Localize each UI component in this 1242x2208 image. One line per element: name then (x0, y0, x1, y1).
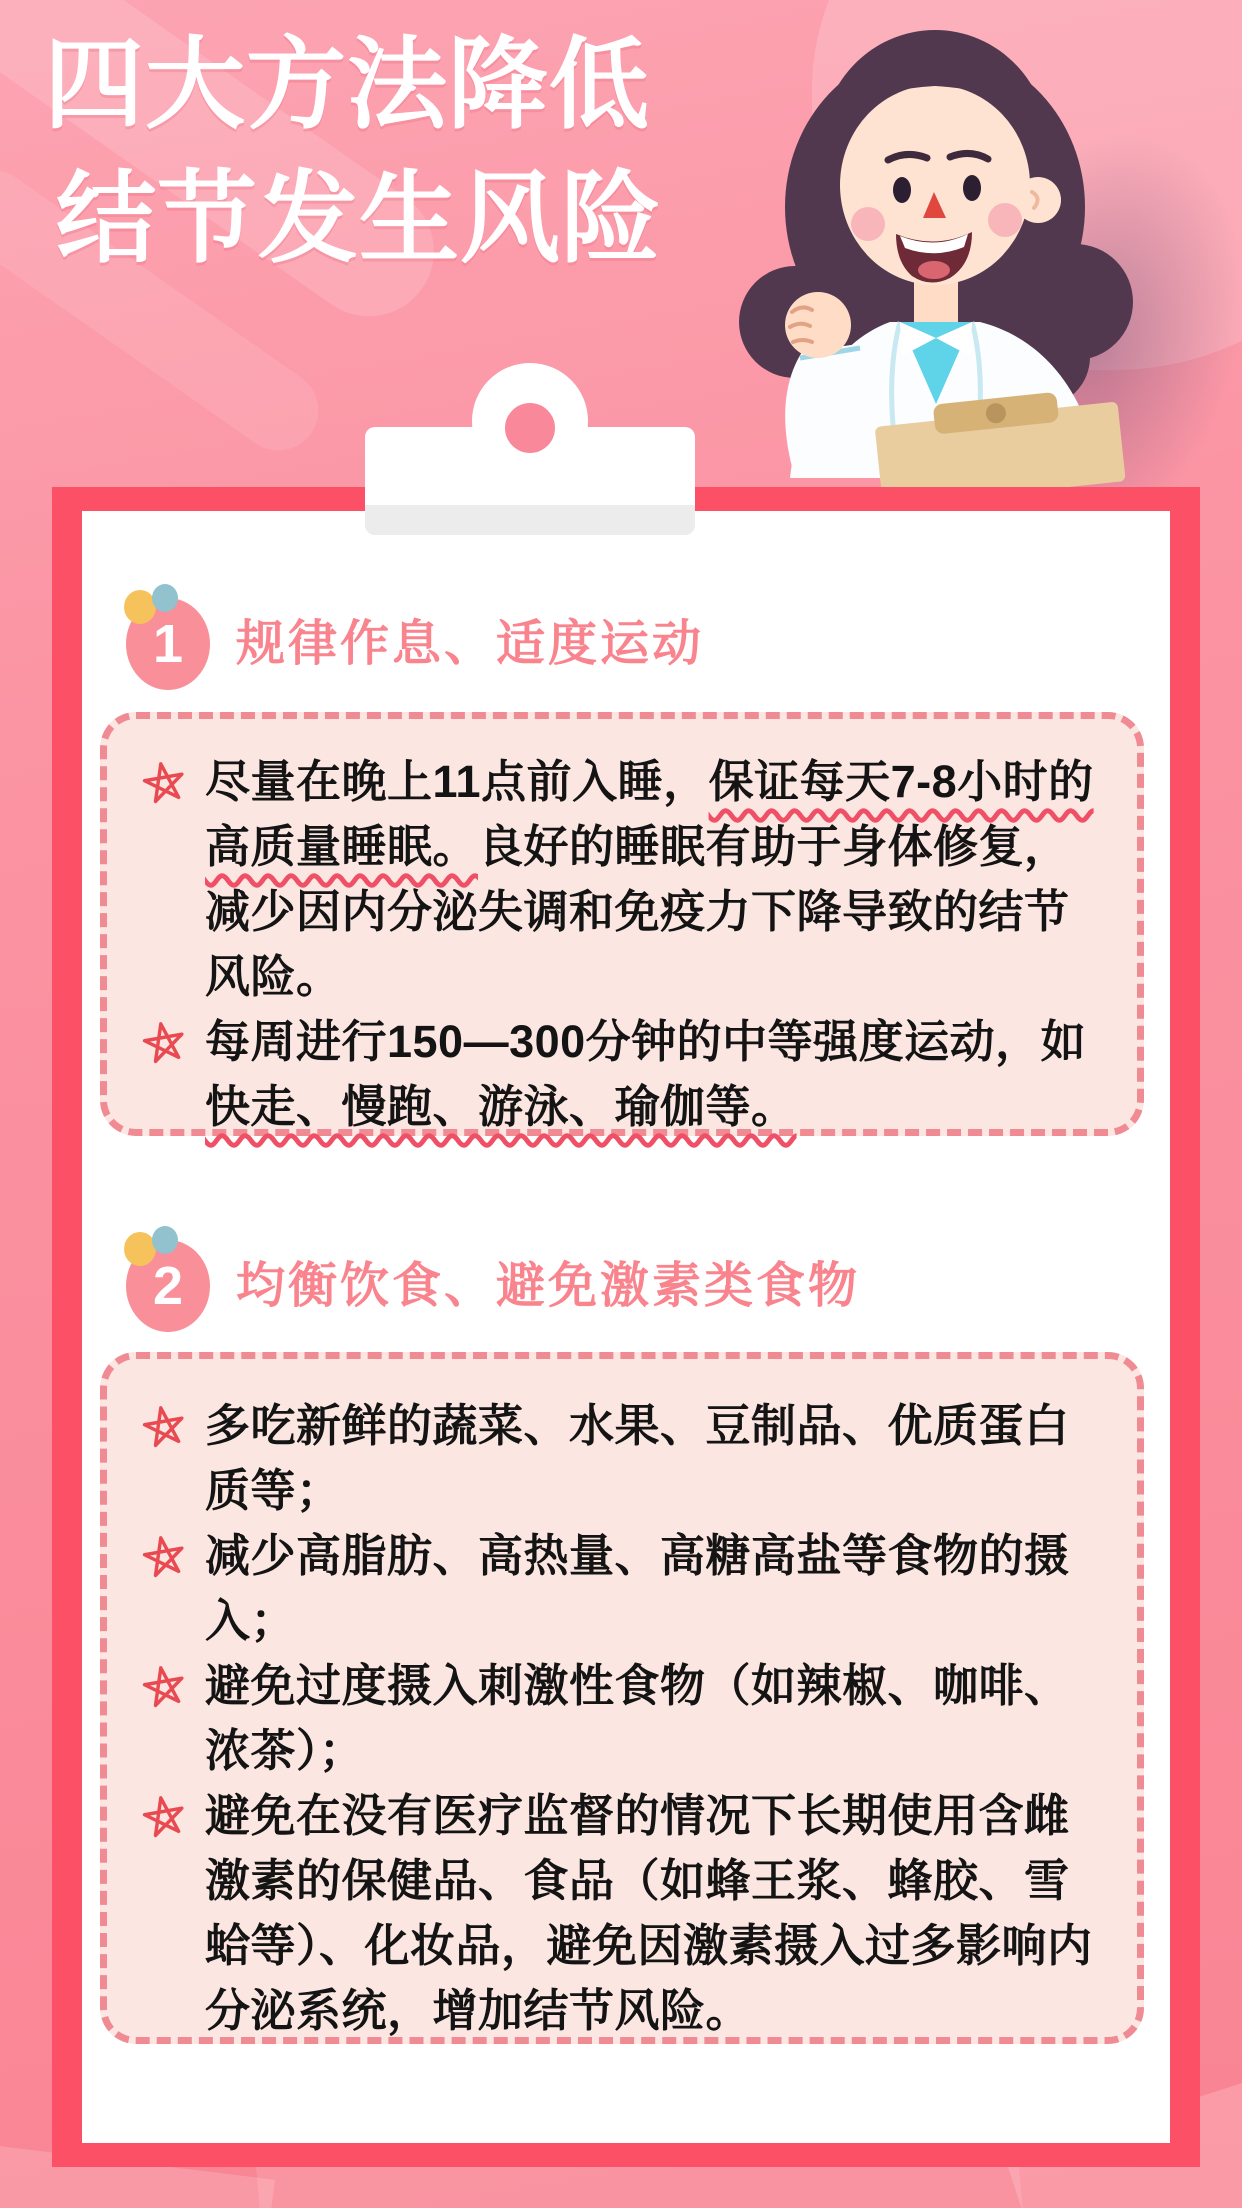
bullet-item (141, 1523, 1103, 1653)
star-bullet-icon (141, 1019, 187, 1065)
bullet-text (205, 1783, 1103, 2043)
title-line-2: 结节发生风险 (56, 163, 662, 275)
section-1-title: 规律作息、适度运动 (236, 617, 705, 671)
plain-text: 多吃新鲜的蔬菜、水果、豆制品、优质蛋白质等； (205, 1400, 1070, 1516)
bullet-text (205, 1523, 1103, 1653)
star-bullet-icon (141, 1403, 187, 1449)
star-bullet-icon (141, 1533, 187, 1579)
section-number: 1 (152, 614, 184, 674)
plain-text: 避免在没有医疗监督的情况下长期使用含雌激素的保健品、食品（如蜂王浆、蜂胶、雪蛤等）、化妆品，避免因激素摄入过多影响内分泌系统，增加结节风险。 (205, 1790, 1093, 2036)
section-number: 2 (152, 1256, 184, 1316)
bullet-item (141, 1653, 1103, 1783)
star-bullet-icon (141, 1793, 187, 1839)
section-1-header (118, 590, 704, 690)
plain-text: 每周进行150—300分钟的中等强度运动，如 (205, 1016, 1087, 1067)
teal-dot-icon (152, 584, 178, 612)
bullet-item (141, 1009, 1103, 1139)
clipboard-clip (365, 363, 695, 535)
section-1-badge (118, 590, 214, 690)
clip-hole (505, 403, 555, 453)
bullet-text (205, 1653, 1103, 1783)
clip-shadow (365, 505, 695, 535)
star-bullet-icon (141, 759, 187, 805)
bullet-text (205, 1393, 1103, 1523)
plain-text: 避免过度摄入刺激性食物（如辣椒、咖啡、浓茶）； (205, 1660, 1070, 1776)
teal-dot-icon (152, 1226, 178, 1254)
plain-text: 良好的睡眠有助于身体修复，减少因内分泌失调和免疫力下降导致的结节风险。 (205, 821, 1070, 1002)
title-line-1: 四大方法降低 (44, 29, 650, 141)
bullet-item (141, 749, 1103, 1009)
bullet-text (205, 749, 1103, 1009)
doctor-illustration (620, 12, 1230, 490)
section-1-content-box (100, 712, 1144, 1136)
section-2-badge (118, 1232, 214, 1332)
poster-title (44, 18, 662, 286)
section-2-title: 均衡饮食、避免激素类食物 (236, 1259, 861, 1313)
wavy-underlined-text: 快走、慢跑、游泳、瑜伽等。 (205, 1081, 797, 1132)
plain-text: 尽量在晚上11点前入睡， (205, 756, 709, 807)
section-2-header (118, 1232, 860, 1332)
star-bullet-icon (141, 1663, 187, 1709)
bullet-item (141, 1783, 1103, 2043)
bullet-text (205, 1009, 1103, 1139)
bullet-item (141, 1393, 1103, 1523)
wavy-underlined-text: 保证每天7-8小时的高质量睡眠。 (205, 756, 1094, 872)
plain-text: 减少高脂肪、高热量、高糖高盐等食物的摄入； (205, 1530, 1070, 1646)
section-2-content-box (100, 1352, 1144, 2044)
